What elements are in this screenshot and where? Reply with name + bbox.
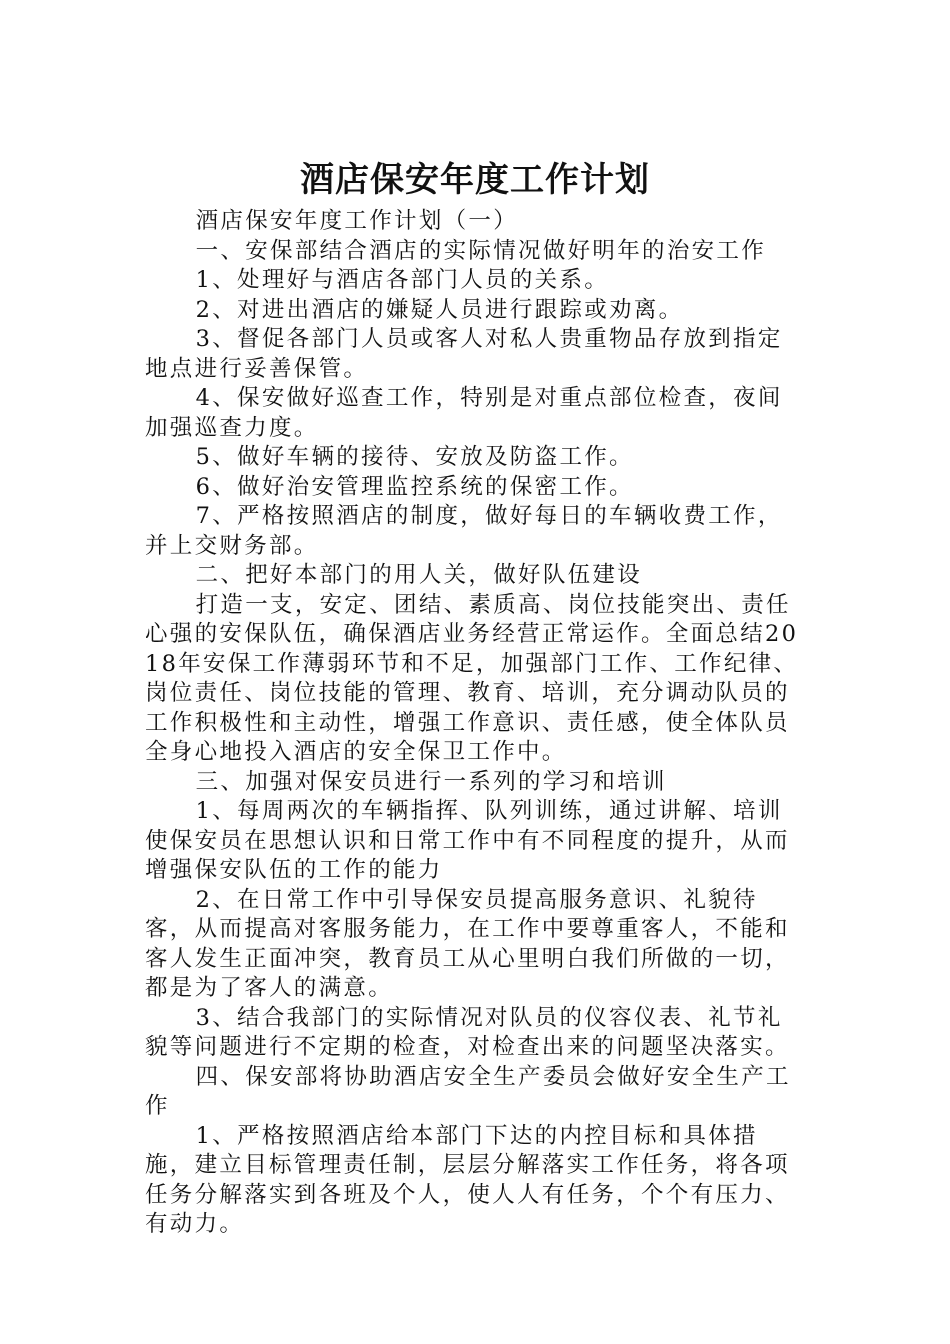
- paragraph-item: 4、保安做好巡查工作，特别是对重点部位检查，夜间加强巡查力度。: [145, 385, 783, 441]
- paragraph-item: 5、做好车辆的接待、安放及防盗工作。: [195, 444, 634, 470]
- paragraph-item: 1、严格按照酒店给本部门下达的内控目标和具体措施，建立目标管理责任制，层层分解落实工作任务，将各项任务分解落实到各班及个人，使人人有任务，个个有压力、有动力。: [145, 1122, 790, 1237]
- paragraph-body: 打造一支，安定、团结、素质高、岗位技能突出、责任心强的安保队伍，确保酒店业务经营正常运作。全面总结2018年安保工作薄弱环节和不足，加强部门工作、工作纪律、岗位责任、岗位技能的管理、教育、培训，充分调动队员的工作积极性和主动性，增强工作意识、责任感，使全体队员全身心地投入酒店的安全保卫工作中。: [145, 591, 799, 765]
- paragraph-item: 2、对进出酒店的嫌疑人员进行跟踪或劝离。: [195, 296, 684, 323]
- document-title: 酒店保安年度工作计划: [300, 159, 650, 200]
- paragraph-subtitle: 酒店保安年度工作计划（一）: [195, 208, 519, 234]
- paragraph-item: 3、结合我部门的实际情况对队员的仪容仪表、礼节礼貌等问题进行不定期的检查，对检查出来的问题坚决落实。: [145, 1004, 790, 1060]
- document-body: [145, 207, 805, 1240]
- paragraph-item: 3、督促各部门人员或客人对私人贵重物品存放到指定地点进行妥善保管。: [145, 326, 783, 382]
- paragraph-item: 1、处理好与酒店各部门人员的关系。: [195, 267, 610, 293]
- paragraph-section-4-heading: 四、保安部将协助酒店安全生产委员会做好安全生产工作: [145, 1063, 791, 1119]
- paragraph-section-2-heading: 二、把好本部门的用人关，做好队伍建设: [195, 562, 643, 588]
- paragraph-item: 1、每周两次的车辆指挥、队列训练，通过讲解、培训使保安员在思想认识和日常工作中有不同程度的提升，从而增强保安队伍的工作的能力: [145, 798, 790, 883]
- paragraph-section-3-heading: 三、加强对保安员进行一系列的学习和培训: [195, 768, 667, 795]
- paragraph-item: 6、做好治安管理监控系统的保密工作。: [195, 473, 634, 500]
- paragraph-section-1-heading: 一、安保部结合酒店的实际情况做好明年的治安工作: [195, 237, 767, 264]
- paragraph-item: 7、严格按照酒店的制度，做好每日的车辆收费工作，并上交财务部。: [145, 503, 783, 559]
- paragraph-item: 2、在日常工作中引导保安员提高服务意识、礼貌待客，从而提高对客服务能力，在工作中要尊重客人，不能和客人发生正面冲突，教育员工从心里明白我们所做的一切，都是为了客人的满意。: [145, 886, 790, 1001]
